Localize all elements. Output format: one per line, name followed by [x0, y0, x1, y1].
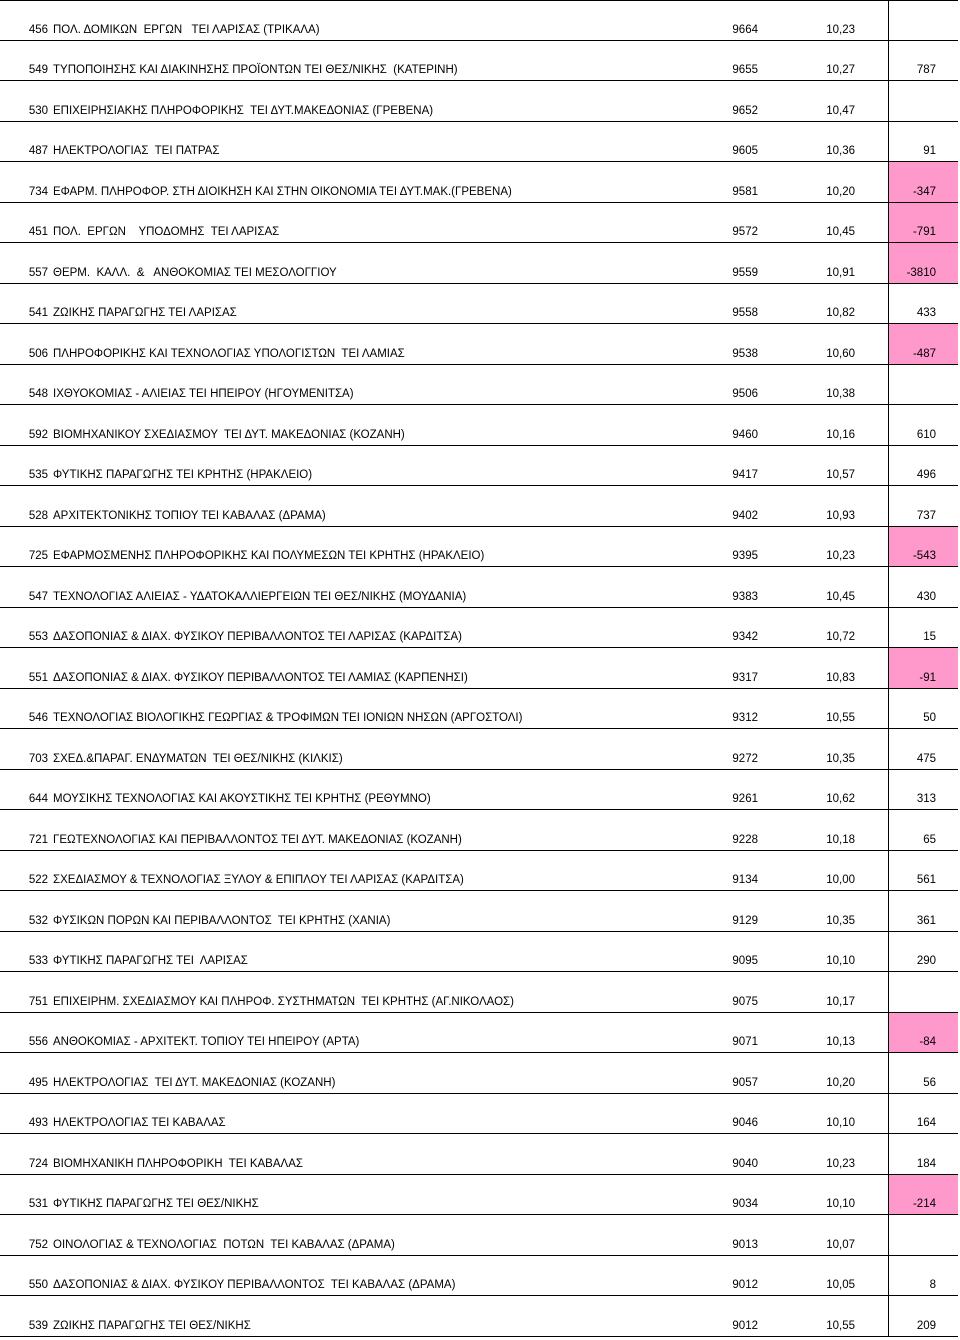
change-value: 290	[916, 955, 936, 967]
change-value: 8	[929, 1279, 936, 1291]
change-cell	[888, 1175, 958, 1215]
change-value: 56	[923, 1076, 936, 1089]
department-name: ΣΧΕΔΙΑΣΜΟΥ & ΤΕΧΝΟΛΟΓΙΑΣ ΞΥΛΟΥ & ΕΠΙΠΛΟΥ ΤΕΙ ΛΑΡΙΣΑΣ (ΚΑΡΔΙΤΣΑ)	[53, 874, 464, 886]
base-value: 10,72	[826, 631, 855, 643]
table-row	[0, 162, 958, 203]
change-cell	[888, 162, 958, 202]
department-code: 531	[28, 1198, 48, 1210]
table-row	[0, 1175, 958, 1216]
department-name: ΓΕΩΤΕΧΝΟΛΟΓΙΑΣ ΚΑΙ ΠΕΡΙΒΑΛΛΟΝΤΟΣ ΤΕΙ ΔΥΤ. ΜΑΚΕΔΟΝΙΑΣ (ΚΟΖΑΝΗ)	[53, 833, 462, 846]
change-value: 209	[916, 1319, 936, 1332]
table-row	[0, 689, 958, 730]
change-value: -791	[912, 226, 936, 238]
score-value: 9506	[732, 388, 758, 400]
table-row	[0, 0, 958, 41]
change-cell	[888, 41, 958, 81]
change-cell	[888, 567, 958, 607]
change-cell	[888, 122, 958, 162]
table-row	[0, 608, 958, 649]
department-name: ΕΠΙΧΕΙΡΗΣΙΑΚΗΣ ΠΛΗΡΟΦΟΡΙΚΗΣ ΤΕΙ ΔΥΤ.ΜΑΚΕΔΟΝΙΑΣ (ΓΡΕΒΕΝΑ)	[53, 104, 434, 117]
table-row	[0, 891, 958, 932]
change-cell	[888, 1134, 958, 1174]
base-value: 10,55	[826, 1319, 855, 1332]
change-cell	[888, 689, 958, 729]
base-value: 10,47	[826, 104, 855, 117]
score-value: 9034	[732, 1198, 758, 1210]
score-value: 9012	[732, 1279, 758, 1291]
change-cell	[888, 770, 958, 810]
base-value: 10,91	[826, 266, 855, 279]
department-code: 734	[28, 185, 48, 198]
base-value: 10,27	[826, 64, 855, 76]
base-value: 10,45	[826, 226, 855, 238]
score-value: 9040	[732, 1157, 758, 1170]
department-code: 456	[28, 23, 48, 36]
base-value: 10,17	[826, 995, 855, 1008]
department-code: 592	[28, 428, 48, 441]
table-row	[0, 1296, 958, 1337]
department-code: 751	[28, 995, 48, 1008]
table-row	[0, 1013, 958, 1054]
change-cell	[888, 810, 958, 850]
score-value: 9134	[732, 874, 758, 886]
score-value: 9057	[732, 1076, 758, 1089]
score-value: 9228	[732, 833, 758, 846]
change-value: 313	[916, 793, 936, 805]
department-name: ΕΦΑΡΜ. ΠΛΗΡΟΦΟΡ. ΣΤΗ ΔΙΟΙΚΗΣΗ ΚΑΙ ΣΤΗΝ ΟΙΚΟΝΟΜΙΑ ΤΕΙ ΔΥΤ.ΜΑΚ.(ΓΡΕΒΕΝΑ)	[53, 185, 512, 198]
score-value: 9342	[732, 631, 758, 643]
table-row	[0, 1134, 958, 1175]
change-value: 561	[916, 874, 936, 886]
score-value: 9317	[732, 671, 758, 684]
change-cell	[888, 1296, 958, 1336]
table-row	[0, 122, 958, 163]
department-code: 532	[28, 914, 48, 927]
score-value: 9652	[732, 104, 758, 117]
department-code: 752	[28, 1238, 48, 1251]
base-value: 10,38	[826, 388, 855, 400]
table-row	[0, 527, 958, 568]
score-value: 9075	[732, 995, 758, 1008]
department-code: 553	[28, 631, 48, 643]
department-name: ΘΕΡΜ. ΚΑΛΛ. & ΑΝΘΟΚΟΜΙΑΣ ΤΕΙ ΜΕΣΟΛΟΓΓΙΟΥ	[53, 266, 337, 279]
change-value: 737	[916, 509, 936, 522]
table-row	[0, 365, 958, 406]
change-value: -487	[912, 347, 936, 360]
department-code: 506	[28, 347, 48, 360]
change-cell	[888, 1215, 958, 1255]
score-value: 9664	[732, 23, 758, 36]
score-value: 9417	[732, 469, 758, 481]
base-value: 10,10	[826, 1198, 855, 1210]
table-row	[0, 1215, 958, 1256]
change-cell	[888, 203, 958, 243]
table-row	[0, 405, 958, 446]
department-code: 644	[28, 793, 48, 805]
change-value: -91	[919, 671, 936, 684]
change-cell	[888, 1, 958, 40]
department-name: ΖΩΙΚΗΣ ΠΑΡΑΓΩΓΗΣ ΤΕΙ ΘΕΣ/ΝΙΚΗΣ	[53, 1319, 251, 1332]
table-row	[0, 1094, 958, 1135]
department-name: ΣΧΕΔ.&ΠΑΡΑΓ. ΕΝΔΥΜΑΤΩΝ ΤΕΙ ΘΕΣ/ΝΙΚΗΣ (ΚΙΛΚΙΣ)	[53, 752, 343, 765]
change-value: 50	[923, 712, 936, 724]
table-row	[0, 729, 958, 770]
base-value: 10,57	[826, 469, 855, 481]
change-value: 610	[916, 428, 936, 441]
table-row	[0, 81, 958, 122]
department-name: ΦΥΤΙΚΗΣ ΠΑΡΑΓΩΓΗΣ ΤΕΙ ΛΑΡΙΣΑΣ	[53, 955, 248, 967]
base-value: 10,35	[826, 752, 855, 765]
table-row	[0, 972, 958, 1013]
department-name: ΒΙΟΜΗΧΑΝΙΚΟΥ ΣΧΕΔΙΑΣΜΟΥ ΤΕΙ ΔΥΤ. ΜΑΚΕΔΟΝΙΑΣ (ΚΟΖΑΝΗ)	[53, 428, 405, 441]
department-code: 724	[28, 1157, 48, 1170]
department-code: 533	[28, 955, 48, 967]
change-cell	[888, 851, 958, 891]
department-name: ΤΕΧΝΟΛΟΓΙΑΣ ΒΙΟΛΟΓΙΚΗΣ ΓΕΩΡΓΙΑΣ & ΤΡΟΦΙΜΩΝ ΤΕΙ ΙΟΝΙΩΝ ΝΗΣΩΝ (ΑΡΓΟΣΤΟΛΙ)	[53, 712, 523, 724]
score-value: 9071	[732, 1036, 758, 1048]
change-value: 496	[916, 469, 936, 481]
change-cell	[888, 284, 958, 324]
table-row	[0, 770, 958, 811]
table-row	[0, 810, 958, 851]
change-value: 184	[916, 1157, 936, 1170]
department-name: ΗΛΕΚΤΡΟΛΟΓΙΑΣ ΤΕΙ ΠΑΤΡΑΣ	[53, 145, 220, 157]
department-code: 557	[28, 266, 48, 279]
base-value: 10,55	[826, 712, 855, 724]
table-row	[0, 324, 958, 365]
department-name: ΔΑΣΟΠΟΝΙΑΣ & ΔΙΑΧ. ΦΥΣΙΚΟΥ ΠΕΡΙΒΑΛΛΟΝΤΟΣ ΤΕΙ ΚΑΒΑΛΑΣ (ΔΡΑΜΑ)	[53, 1279, 456, 1291]
base-value: 10,16	[826, 428, 855, 441]
base-value: 10,20	[826, 185, 855, 198]
department-name: ΙΧΘΥΟΚΟΜΙΑΣ - ΑΛΙΕΙΑΣ ΤΕΙ ΗΠΕΙΡΟΥ (ΗΓΟΥΜΕΝΙΤΣΑ)	[53, 388, 354, 400]
department-code: 535	[28, 469, 48, 481]
department-name: ΑΝΘΟΚΟΜΙΑΣ - ΑΡΧΙΤΕΚΤ. ΤΟΠΙΟΥ ΤΕΙ ΗΠΕΙΡΟΥ (ΑΡΤΑ)	[53, 1036, 360, 1048]
score-value: 9261	[732, 793, 758, 805]
department-name: ΦΥΣΙΚΩΝ ΠΟΡΩΝ ΚΑΙ ΠΕΡΙΒΑΛΛΟΝΤΟΣ ΤΕΙ ΚΡΗΤΗΣ (ΧΑΝΙΑ)	[53, 914, 391, 927]
change-value: 361	[916, 914, 936, 927]
department-name: ΠΟΛ. ΕΡΓΩΝ ΥΠΟΔΟΜΗΣ ΤΕΙ ΛΑΡΙΣΑΣ	[53, 226, 280, 238]
score-value: 9013	[732, 1238, 758, 1251]
department-name: ΤΥΠΟΠΟΙΗΣΗΣ ΚΑΙ ΔΙΑΚΙΝΗΣΗΣ ΠΡΟΪΟΝΤΩΝ ΤΕΙ ΘΕΣ/ΝΙΚΗΣ (ΚΑΤΕΡΙΝΗ)	[53, 64, 458, 76]
change-value: 164	[916, 1117, 936, 1129]
change-cell	[888, 972, 958, 1012]
base-value: 10,45	[826, 590, 855, 603]
change-value: -214	[912, 1198, 936, 1210]
change-cell	[888, 243, 958, 283]
base-value: 10,82	[826, 307, 855, 319]
department-name: ΠΛΗΡΟΦΟΡΙΚΗΣ ΚΑΙ ΤΕΧΝΟΛΟΓΙΑΣ ΥΠΟΛΟΓΙΣΤΩΝ ΤΕΙ ΛΑΜΙΑΣ	[53, 347, 405, 360]
base-value: 10,60	[826, 347, 855, 360]
change-cell	[888, 324, 958, 364]
base-value: 10,35	[826, 914, 855, 927]
department-code: 546	[28, 712, 48, 724]
department-name: ΒΙΟΜΗΧΑΝΙΚΗ ΠΛΗΡΟΦΟΡΙΚΗ ΤΕΙ ΚΑΒΑΛΑΣ	[53, 1157, 303, 1170]
score-value: 9395	[732, 550, 758, 562]
change-value: -347	[912, 185, 936, 198]
department-code: 528	[28, 509, 48, 522]
score-value: 9129	[732, 914, 758, 927]
change-cell	[888, 365, 958, 405]
department-name: ΕΦΑΡΜΟΣΜΕΝΗΣ ΠΛΗΡΟΦΟΡΙΚΗΣ ΚΑΙ ΠΟΛΥΜΕΣΩΝ ΤΕΙ ΚΡΗΤΗΣ (ΗΡΑΚΛΕΙΟ)	[53, 550, 485, 562]
department-name: ΟΙΝΟΛΟΓΙΑΣ & ΤΕΧΝΟΛΟΓΙΑΣ ΠΟΤΩΝ ΤΕΙ ΚΑΒΑΛΑΣ (ΔΡΑΜΑ)	[53, 1238, 395, 1251]
change-value: 15	[923, 631, 936, 643]
score-value: 9655	[732, 64, 758, 76]
change-cell	[888, 932, 958, 972]
table-row	[0, 243, 958, 284]
department-name: ΗΛΕΚΤΡΟΛΟΓΙΑΣ ΤΕΙ ΚΑΒΑΛΑΣ	[53, 1117, 226, 1129]
base-value: 10,62	[826, 793, 855, 805]
score-value: 9538	[732, 347, 758, 360]
score-value: 9605	[732, 145, 758, 157]
department-code: 725	[28, 550, 48, 562]
change-cell	[888, 729, 958, 769]
department-code: 551	[28, 671, 48, 684]
table-row	[0, 851, 958, 892]
department-code: 550	[28, 1279, 48, 1291]
department-code: 549	[28, 64, 48, 76]
department-name: ΔΑΣΟΠΟΝΙΑΣ & ΔΙΑΧ. ΦΥΣΙΚΟΥ ΠΕΡΙΒΑΛΛΟΝΤΟΣ ΤΕΙ ΛΑΜΙΑΣ (ΚΑΡΠΕΝΗΣΙ)	[53, 671, 468, 684]
change-cell	[888, 81, 958, 121]
department-code: 451	[28, 226, 48, 238]
change-value: 65	[923, 833, 936, 846]
base-value: 10,05	[826, 1279, 855, 1291]
table-row	[0, 1053, 958, 1094]
department-code: 556	[28, 1036, 48, 1048]
department-code: 547	[28, 590, 48, 603]
department-name: ΦΥΤΙΚΗΣ ΠΑΡΑΓΩΓΗΣ ΤΕΙ ΚΡΗΤΗΣ (ΗΡΑΚΛΕΙΟ)	[53, 469, 313, 481]
change-cell	[888, 486, 958, 526]
department-code: 530	[28, 104, 48, 117]
score-value: 9402	[732, 509, 758, 522]
table-row	[0, 1256, 958, 1297]
department-name: ΜΟΥΣΙΚΗΣ ΤΕΧΝΟΛΟΓΙΑΣ ΚΑΙ ΑΚΟΥΣΤΙΚΗΣ ΤΕΙ ΚΡΗΤΗΣ (ΡΕΘΥΜΝΟ)	[53, 793, 431, 805]
department-name: ΖΩΙΚΗΣ ΠΑΡΑΓΩΓΗΣ ΤΕΙ ΛΑΡΙΣΑΣ	[53, 307, 237, 319]
change-value: 430	[916, 590, 936, 603]
department-code: 493	[28, 1117, 48, 1129]
base-value: 10,23	[826, 23, 855, 36]
department-code: 721	[28, 833, 48, 846]
table-row	[0, 648, 958, 689]
base-value: 10,18	[826, 833, 855, 846]
table-row	[0, 567, 958, 608]
department-name: ΦΥΤΙΚΗΣ ΠΑΡΑΓΩΓΗΣ ΤΕΙ ΘΕΣ/ΝΙΚΗΣ	[53, 1198, 259, 1210]
department-code: 539	[28, 1319, 48, 1332]
table-row	[0, 203, 958, 244]
change-cell	[888, 527, 958, 567]
table-row	[0, 41, 958, 82]
base-value: 10,07	[826, 1238, 855, 1251]
base-value: 10,13	[826, 1036, 855, 1048]
department-code: 522	[28, 874, 48, 886]
department-code: 487	[28, 145, 48, 157]
base-value: 10,23	[826, 1157, 855, 1170]
change-value: -543	[912, 550, 936, 562]
change-cell	[888, 648, 958, 688]
change-cell	[888, 405, 958, 445]
score-value: 9095	[732, 955, 758, 967]
department-code: 541	[28, 307, 48, 319]
base-value: 10,23	[826, 550, 855, 562]
score-value: 9012	[732, 1319, 758, 1332]
department-name: ΑΡΧΙΤΕΚΤΟΝΙΚΗΣ ΤΟΠΙΟΥ ΤΕΙ ΚΑΒΑΛΑΣ (ΔΡΑΜΑ)	[53, 509, 326, 522]
department-name: ΗΛΕΚΤΡΟΛΟΓΙΑΣ ΤΕΙ ΔΥΤ. ΜΑΚΕΔΟΝΙΑΣ (ΚΟΖΑΝΗ)	[53, 1076, 336, 1089]
department-code: 495	[28, 1076, 48, 1089]
score-value: 9572	[732, 226, 758, 238]
department-code: 548	[28, 388, 48, 400]
change-value: -3810	[906, 266, 936, 279]
change-cell	[888, 446, 958, 486]
change-cell	[888, 1053, 958, 1093]
department-name: ΔΑΣΟΠΟΝΙΑΣ & ΔΙΑΧ. ΦΥΣΙΚΟΥ ΠΕΡΙΒΑΛΛΟΝΤΟΣ ΤΕΙ ΛΑΡΙΣΑΣ (ΚΑΡΔΙΤΣΑ)	[53, 631, 462, 643]
base-value: 10,00	[826, 874, 855, 886]
base-value: 10,20	[826, 1076, 855, 1089]
score-value: 9460	[732, 428, 758, 441]
table-row	[0, 284, 958, 325]
base-value: 10,10	[826, 955, 855, 967]
score-value: 9581	[732, 185, 758, 198]
base-value: 10,36	[826, 145, 855, 157]
change-cell	[888, 608, 958, 648]
change-value: -84	[919, 1036, 936, 1048]
table-row	[0, 486, 958, 527]
base-value: 10,10	[826, 1117, 855, 1129]
change-cell	[888, 1013, 958, 1053]
change-value: 787	[916, 64, 936, 76]
score-value: 9383	[732, 590, 758, 603]
score-value: 9312	[732, 712, 758, 724]
department-name: ΕΠΙΧΕΙΡΗΜ. ΣΧΕΔΙΑΣΜΟΥ ΚΑΙ ΠΛΗΡΟΦ. ΣΥΣΤΗΜΑΤΩΝ ΤΕΙ ΚΡΗΤΗΣ (ΑΓ.ΝΙΚΟΛΑΟΣ)	[53, 995, 514, 1008]
change-cell	[888, 1094, 958, 1134]
change-value: 475	[916, 752, 936, 765]
department-name: ΠΟΛ. ΔΟΜΙΚΩΝ ΕΡΓΩΝ ΤΕΙ ΛΑΡΙΣΑΣ (ΤΡΙΚΑΛΑ)	[53, 23, 320, 36]
change-cell	[888, 1256, 958, 1296]
table-row	[0, 932, 958, 973]
score-value: 9272	[732, 752, 758, 765]
base-value: 10,93	[826, 509, 855, 522]
score-value: 9046	[732, 1117, 758, 1129]
department-name: ΤΕΧΝΟΛΟΓΙΑΣ ΑΛΙΕΙΑΣ - ΥΔΑΤΟΚΑΛΛΙΕΡΓΕΙΩΝ ΤΕΙ ΘΕΣ/ΝΙΚΗΣ (ΜΟΥΔΑΝΙΑ)	[53, 590, 467, 603]
table-row	[0, 446, 958, 487]
department-code: 703	[28, 752, 48, 765]
change-cell	[888, 891, 958, 931]
score-value: 9559	[732, 266, 758, 279]
change-value: 91	[923, 145, 936, 157]
change-value: 433	[916, 307, 936, 319]
score-value: 9558	[732, 307, 758, 319]
base-value: 10,83	[826, 671, 855, 684]
